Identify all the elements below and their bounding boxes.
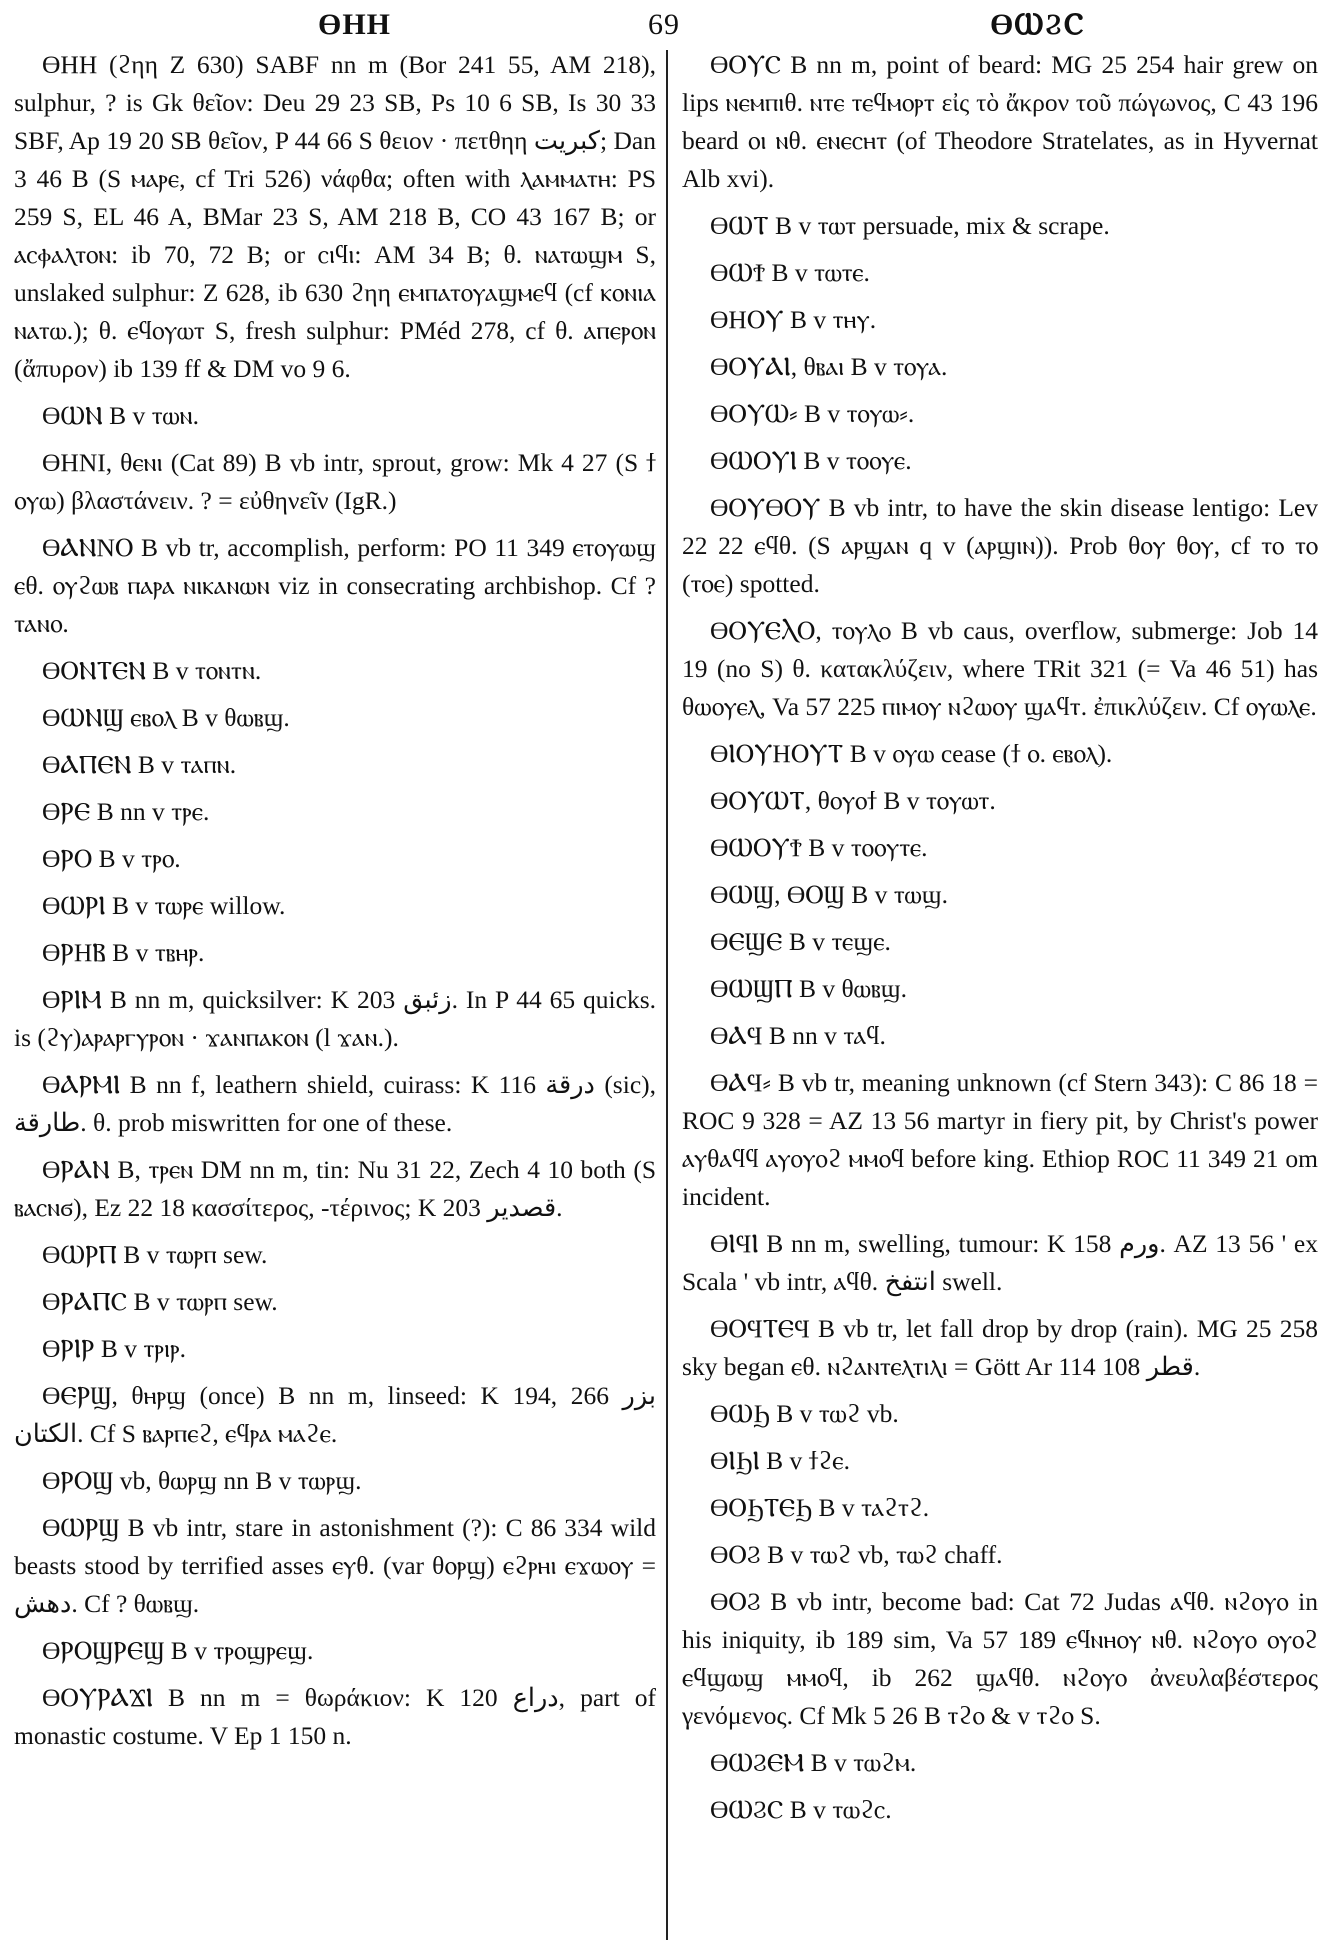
entry: ϴⲞⲨⲰ⸗ B v ⲧⲟⲩⲱ⸗. <box>710 399 915 428</box>
entry: ϴⲞⲨϴⲞⲨ B vb intr, to have the skin disease lentigo: Lev 22 22 ⲉϥθ. (S ⲁⲣϣⲁⲛ q v (ⲁⲣϣⲓⲛ)). Prob θⲟⲩ θⲟⲩ, cf ⲧⲟ ⲧⲟ (ⲧⲟⲉ) spotted. <box>682 493 1318 598</box>
entry: ϴⲒϦⲒ B v ϯϩⲉ. <box>710 1446 850 1475</box>
entry: ϴⲰⲢⲒ B v ⲧⲱⲣⲉ willow. <box>42 891 286 920</box>
entry: ϴⲰϢⲠ B v θⲱⲃϣ. <box>710 974 907 1003</box>
entry: ϴⲢΗⲂ B v ⲧⲃⲏⲣ. <box>42 938 205 967</box>
right-column <box>682 46 1318 1838</box>
left-column <box>14 46 656 1764</box>
entry: ϴⲞⲨⲤ B nn m, point of beard: MG 25 254 hair grew on lips ⲛⲉⲙⲡⲓθ. ⲛⲧⲉ ⲧⲉϥⲙⲟⲣⲧ εἰς τὸ ἄκρον τοῦ πώγωνος, C 43 196 beard ⲟⲓ ⲛθ. ⲉⲛⲉⲥⲏⲧ (of Theodore Stratelates, as in Hyvernat Alb xvi). <box>682 50 1318 193</box>
entry: ϴⲰϨⲈⲘ B v ⲧⲱϩⲙ. <box>710 1748 917 1777</box>
entry: ϴⲞϨ B v ⲧⲱϩ vb, ⲧⲱϩ chaff. <box>710 1540 1003 1569</box>
entry: ϴΗΝΙ, θⲉⲛⲓ (Cat 89) B vb intr, sprout, grow: Mk 4 27 (S ϯ ⲟⲩⲱ) βλαστάνειν. ? = εὐθηνεῖν (IgR.) <box>14 448 656 515</box>
entry: ϴⲰϨⲤ B v ⲧⲱϩⲥ. <box>710 1795 892 1824</box>
entry: ϴⲢⲒⲘ B nn m, quicksilver: K 203 زئبق. In P 44 65 quicks. is (ϩⲩ)ⲁⲣⲁⲣⲅⲩⲣⲟⲛ · ϫⲁⲛⲡⲁⲕⲟⲛ (l ϫⲁⲛ.). <box>14 985 656 1052</box>
running-head-right: ϴⲰϨⲤ <box>990 8 1085 41</box>
entry: ϴⲞϦⲦⲈϦ B v ⲧⲁϩⲧϩ. <box>710 1493 930 1522</box>
entry: ϴⲒⲞⲨΗⲞⲨⲦ B v ⲟⲩⲱ cease (ϯ ⲟ. ⲉⲃⲟⲗ). <box>710 739 1113 768</box>
entry: ϴⲰⲚϢ ⲉⲃⲟⲗ B v θⲱⲃϣ. <box>42 703 290 732</box>
entry: ϴⲢⲞ B v ⲧⲣⲟ. <box>42 844 181 873</box>
entry: ϴⲢⲈ B nn v ⲧⲣⲉ. <box>42 797 210 826</box>
entry: ϴⲞⲨⲢⲀϪⲒ B nn m = θωράκιον: K 120 دراع, part of monastic costume. V Ep 1 150 n. <box>14 1683 656 1750</box>
entry: ϴⲀϤ⸗ B vb tr, meaning unknown (cf Stern 343): C 86 18 = ROC 9 328 = AZ 13 56 martyr in fiery pit, by Christ's power ⲁⲩθⲁϥϥ ⲁⲩⲟⲩⲟϩ ⲙⲙⲟϥ before king. Ethiop ROC 11 349 21 om incident. <box>682 1068 1318 1211</box>
entry: ϴⲈϢⲈ B v ⲧⲉϣⲉ. <box>710 927 891 956</box>
entry: ϴⲞⲨⲈⲖⲞ, ⲧⲟⲩⲗⲟ B vb caus, overflow, submerge: Job 14 19 (no S) θ. κατακλύζειν, where TRit 321 (= Va 46 51) has θⲱⲟⲩⲉⲗ, Va 57 225 ⲡⲓⲙⲟⲩ ⲛϩⲱⲟⲩ ϣⲁϥⲧ. ἐπικλύζειν. Cf ⲟⲩⲱⲗⲉ. <box>682 616 1318 721</box>
entry: ϴⲒϤⲒ B nn m, swelling, tumour: K 158 ورم. AZ 13 56 ' ex Scala ' vb intr, ⲁϥθ. انتفخ swell. <box>682 1229 1319 1296</box>
entry: ϴΗΗ (ϩηη Z 630) SABF nn m (Bor 241 55, AM 218), sulphur, ? is Gk θεῖον: Deu 29 23 SB, Ps 10 6 SB, Is 30 33 SBF, Ap 19 20 SB θεῖον, P 44 66 S θειον · πετθηη كبريت; Dan 3 46 B (S ⲙⲁⲣⲉ, cf Tri 526) νάφθα; often with ⲗⲁⲙⲙⲁⲧⲏ: PS 259 S, EL 46 A, BMar 23 S, AM 218 B, CO 43 167 B; or ⲁⲥⲫⲁⲗⲧⲟⲛ: ib 70, 72 B; or ⲥⲓϥⲓ: AM 34 B; θ. ⲛⲁⲧⲱϣⲙ S, unslaked sulphur: Z 628, ib 630 ϩηη ⲉⲙⲡⲁⲧⲟⲩⲁϣⲙⲉϥ (cf ⲕⲟⲛⲓⲁ ⲛⲁⲧⲱ.); θ. ⲉϥⲟⲩⲱⲧ S, fresh sulphur: PMéd 278, cf θ. ⲁⲡⲉⲣⲟⲛ (ἄπυρον) ib 139 ff & DM vo 9 6. <box>14 50 656 383</box>
entry: ϴⲰⲞⲨϮ B v ⲧⲟⲟⲩⲧⲉ. <box>710 833 928 862</box>
entry: ϴⲀⲢⲘⲒ B nn f, leathern shield, cuirass: K 116 درقة (sic), طارقة. θ. prob miswritten for one of these. <box>14 1070 657 1137</box>
entry: ϴⲢⲀⲠⲤ B v ⲧⲱⲣⲡ sew. <box>42 1287 278 1316</box>
entry: ϴⲞϤⲦⲈϤ B vb tr, let fall drop by drop (rain). MG 25 258 sky began ⲉθ. ⲛϩⲁⲛⲧⲉⲗⲧⲓⲗⲓ = Gött Ar 114 108 قطر. <box>682 1314 1318 1381</box>
entry: ϴⲀⲚΝⲞ B vb tr, accomplish, perform: PO 11 349 ⲉⲧⲟⲩⲱϣ ⲉθ. ⲟⲩϩⲱⲃ ⲡⲁⲣⲁ ⲛⲓⲕⲁⲛⲱⲛ viz in consecrating archbishop. Cf ? ⲧⲁⲛⲟ. <box>14 533 656 638</box>
page-number: 69 <box>648 8 680 41</box>
entry: ϴⲢⲞϢ vb, θⲱⲣϣ nn B v ⲧⲱⲣϣ. <box>42 1466 362 1495</box>
entry: ϴⲢⲀⲚ B, ⲧⲣⲉⲛ DM nn m, tin: Nu 31 22, Zech 4 10 both (S ⲃⲁⲥⲛϭ), Ez 22 18 κασσίτερος, -τέρινος; K 203 قصدير. <box>14 1155 656 1222</box>
entry: ϴⲰϢ, ϴⲞϢ B v ⲧⲱϣ. <box>710 880 948 909</box>
entry: ϴΗⲞⲨ B v ⲧⲏⲩ. <box>710 305 877 334</box>
entry: ϴⲀⲠⲈⲚ B v ⲧⲁⲡⲛ. <box>42 750 237 779</box>
entry: ϴⲰϮ B v ⲧⲱⲧⲉ. <box>710 258 870 287</box>
entry: ϴⲞⲨⲰⲦ, θⲟⲩⲟϯ B v ⲧⲟⲩⲱⲧ. <box>710 786 996 815</box>
entry: ϴⲞϨ B vb intr, become bad: Cat 72 Judas ⲁϥθ. ⲛϩⲟⲩⲟ in his iniquity, ib 189 sim, Va 57 189 ⲉϥⲛⲏⲟⲩ ⲛθ. ⲛϩⲟⲩⲟ ⲟⲩⲟϩ ⲉϥϣⲱϣ ⲙⲙⲟϥ, ib 262 ϣⲁϥθ. ⲛϩⲟⲩⲟ ἀνευλαβέστερος γενόμενος. Cf Mk 5 26 B ⲧϩⲟ & v ⲧϩⲟ S. <box>682 1587 1318 1730</box>
running-head-left: ϴΗΗ <box>318 8 392 41</box>
entry: ϴⲞⲨⲀⲒ, θⲃⲁⲓ B v ⲧⲟⲩⲁ. <box>710 352 948 381</box>
entry: ϴⲀϤ B nn v ⲧⲁϥ. <box>710 1021 886 1050</box>
entry: ϴⲰⲢⲠ B v ⲧⲱⲣⲡ sew. <box>42 1240 268 1269</box>
entry: ϴⲰⲢϢ B vb intr, stare in astonishment (?): C 86 334 wild beasts stood by terrified asses ⲉⲩθ. (var θⲟⲣϣ) ⲉϩⲣⲏⲓ ⲉϫⲱⲟⲩ = دهش. Cf ? θⲱⲃϣ. <box>14 1513 656 1618</box>
entry: ϴⲰⲚ B v ⲧⲱⲛ. <box>42 401 199 430</box>
entry: ϴⲢⲞϢⲢⲈϢ B v ⲧⲣⲟϣⲣⲉϣ. <box>42 1636 314 1665</box>
entry: ϴⲞⲚⲦⲈⲚ B v ⲧⲟⲛⲧⲛ. <box>42 656 262 685</box>
entry: ϴⲰⲞⲨⲒ B v ⲧⲟⲟⲩⲉ. <box>710 446 912 475</box>
entry: ϴⲰϦ B v ⲧⲱϩ vb. <box>710 1399 899 1428</box>
entry: ϴⲈⲢϢ, θⲏⲣϣ (once) B nn m, linseed: K 194, 266 بزر الكتان. Cf S ⲃⲁⲣⲡⲉϩ, ⲉϥⲣⲁ ⲙⲁϩⲉ. <box>14 1381 656 1448</box>
entry: ϴⲰⲦ B v ⲧⲱⲧ persuade, mix & scrape. <box>710 211 1110 240</box>
entry: ϴⲢⲒⲢ B v ⲧⲣⲓⲣ. <box>42 1334 186 1363</box>
column-divider <box>666 50 668 1940</box>
